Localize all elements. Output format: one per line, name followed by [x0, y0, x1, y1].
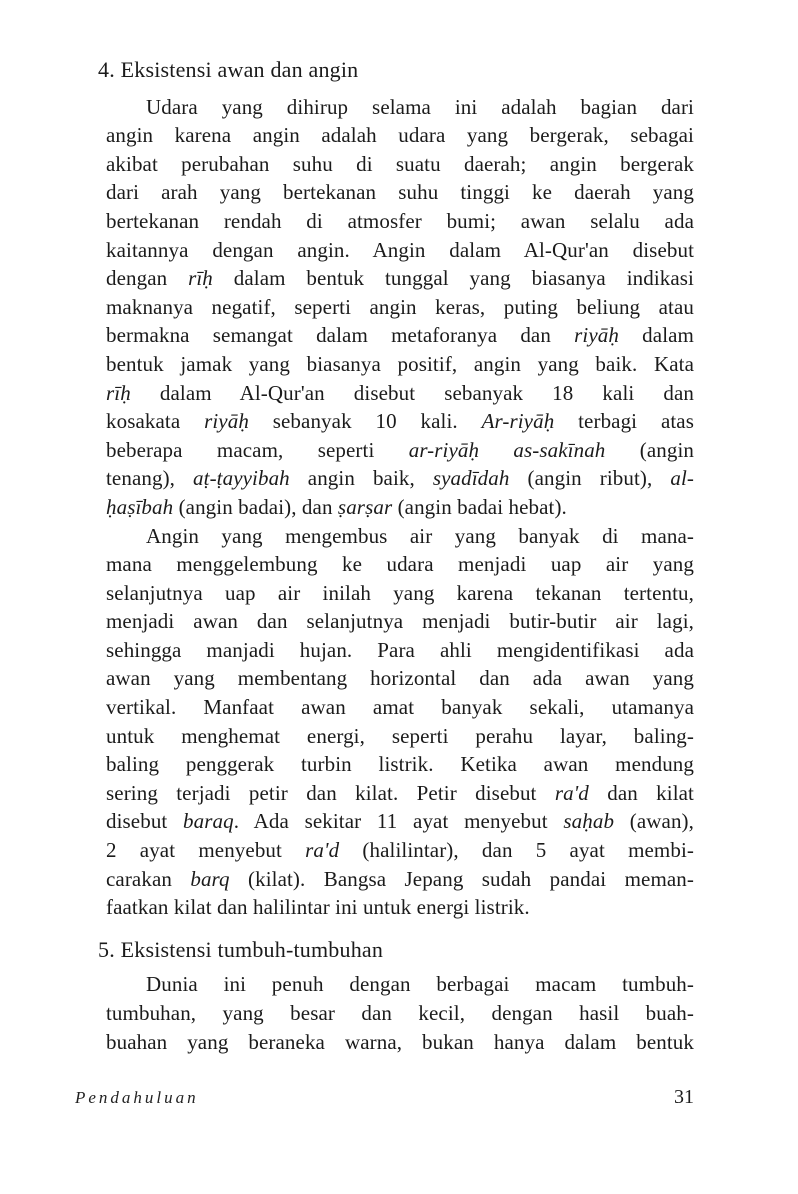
text-line: dengan rīḥ dalam bentuk tunggal yang biasanya indikasi [106, 266, 694, 291]
text-line: mana menggelembung ke udara menjadi uap air yang [106, 552, 694, 577]
page-footer [75, 1086, 694, 1109]
text-line: selanjutnya uap air inilah yang karena tekanan tertentu, [106, 580, 694, 605]
text-line: baling penggerak turbin listrik. Ketika awan mendung [106, 752, 694, 777]
transliterated-term: riyāḥ [574, 323, 619, 348]
text-line: bentuk jamak yang biasanya positif, angin yang baik. Kata [106, 351, 694, 376]
text-line: bermakna semangat dalam metaforanya dan riyāḥ dalam [106, 323, 694, 348]
section-4-paragraphs [106, 93, 694, 922]
page-content [98, 56, 695, 1056]
transliterated-term: rīḥ [188, 266, 213, 291]
text-line: Dunia ini penuh dengan berbagai macam tumbuh- [146, 972, 694, 997]
text-line: vertikal. Manfaat awan amat banyak sekali, utamanya [106, 695, 694, 720]
transliterated-term: barq [190, 866, 230, 891]
text-line: menjadi awan dan selanjutnya menjadi butir-butir air lagi, [106, 609, 694, 634]
text-line: akibat perubahan suhu di suatu daerah; angin bergerak [106, 151, 694, 176]
transliterated-term: ra'd [554, 780, 589, 805]
text-line: untuk menghemat energi, seperti perahu layar, baling- [106, 723, 694, 748]
transliterated-term: ḥaṣībah [106, 494, 174, 519]
section-tumbuh-tumbuhan [98, 936, 694, 1056]
transliterated-term: aṭ-ṭayyibah [193, 466, 290, 491]
text-line: Angin yang mengembus air yang banyak di mana- [146, 523, 694, 548]
running-header-title: Pendahuluan [75, 1088, 199, 1107]
text-line: buahan yang beraneka warna, bukan hanya dalam bentuk [106, 1029, 694, 1054]
transliterated-term: ra'd [305, 838, 340, 863]
text-line: awan yang membentang horizontal dan ada awan yang [106, 666, 694, 691]
text-line: disebut baraq. Ada sekitar 11 ayat menyebut saḥab (awan), [106, 809, 695, 834]
section-heading-5: 5. Eksistensi tumbuh-tumbuhan [98, 936, 384, 962]
transliterated-term: al- [670, 466, 694, 491]
transliterated-term: baraq [183, 809, 234, 834]
paragraph [106, 522, 694, 922]
transliterated-term: Ar-riyāḥ [481, 409, 555, 434]
text-line: ḥaṣībah (angin badai), dan ṣarṣar (angin badai hebat). [106, 494, 567, 519]
section-heading-4: 4. Eksistensi awan dan angin [98, 57, 359, 82]
text-line: sehingga manjadi hujan. Para ahli mengidentifikasi ada [106, 637, 694, 662]
text-line: carakan barq (kilat). Bangsa Jepang sudah pandai meman- [106, 866, 694, 891]
page-number: 31 [674, 1086, 694, 1108]
text-line: angin karena angin adalah udara yang bergerak, sebagai [106, 123, 694, 148]
section-5-paragraphs [106, 970, 694, 1056]
text-line: tenang), aṭ-ṭayyibah angin baik, syadīdah (angin ribut), al- [106, 466, 694, 491]
transliterated-term: rīḥ [106, 380, 131, 405]
transliterated-term: ar-riyāḥ as-sakīnah [408, 437, 606, 462]
paragraph [106, 970, 694, 1056]
text-line: faatkan kilat dan halilintar ini untuk energi listrik. [106, 895, 530, 920]
text-line: rīḥ dalam Al-Qur'an disebut sebanyak 18 kali dan [106, 380, 694, 405]
transliterated-term: syadīdah [432, 466, 510, 491]
text-line: kaitannya dengan angin. Angin dalam Al-Qur'an disebut [106, 237, 694, 262]
paragraph [106, 93, 694, 522]
text-line: tumbuhan, yang besar dan kecil, dengan hasil buah- [106, 1001, 694, 1025]
text-line: beberapa macam, seperti ar-riyāḥ as-sakīnah (angin [106, 437, 694, 462]
transliterated-term: riyāḥ [204, 409, 249, 434]
transliterated-term: saḥab [563, 809, 615, 834]
text-line: 2 ayat menyebut ra'd (halilintar), dan 5 ayat membi- [106, 838, 694, 863]
section-awan-dan-angin [98, 56, 695, 922]
text-line: kosakata riyāḥ sebanyak 10 kali. Ar-riyāḥ terbagi atas [106, 409, 694, 434]
transliterated-term: ṣarṣar [337, 494, 393, 519]
text-line: bertekanan rendah di atmosfer bumi; awan selalu ada [106, 208, 694, 233]
text-line: dari arah yang bertekanan suhu tinggi ke daerah yang [106, 180, 694, 205]
text-line: Udara yang dihirup selama ini adalah bagian dari [146, 94, 694, 119]
text-line: sering terjadi petir dan kilat. Petir disebut ra'd dan kilat [106, 780, 694, 805]
text-line: maknanya negatif, seperti angin keras, puting beliung atau [106, 294, 694, 319]
